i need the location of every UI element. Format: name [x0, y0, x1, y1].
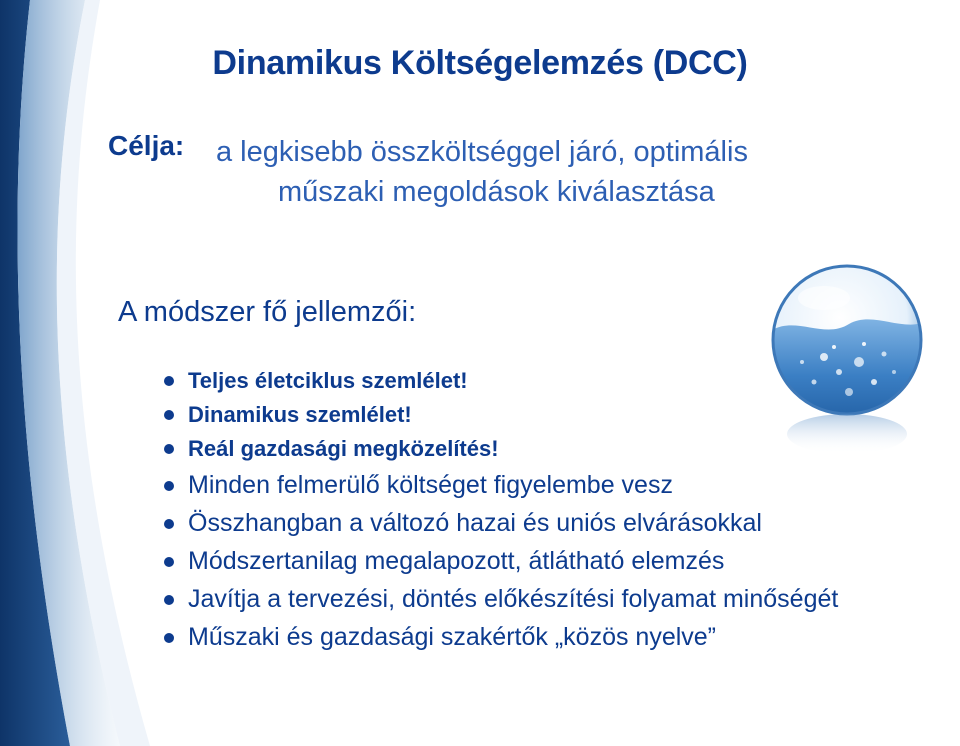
list-item: Javítja a tervezési, döntés előkészítési folyamat minőségét — [160, 580, 838, 618]
list-item: Módszertanilag megalapozott, átlátható elemzés — [160, 542, 838, 580]
goal-line-1: a legkisebb összköltséggel járó, optimális — [216, 136, 748, 168]
goal-line-2: műszaki megoldások kiválasztása — [278, 176, 715, 208]
list-item: Műszaki és gazdasági szakértők „közös nyelve” — [160, 618, 838, 656]
list-item: Minden felmerülő költséget figyelembe vesz — [160, 466, 838, 504]
goal-text — [216, 132, 876, 212]
list-item: Dinamikus szemlélet! — [160, 398, 838, 432]
feature-list — [160, 364, 838, 656]
list-item: Reál gazdasági megközelítés! — [160, 432, 838, 466]
water-sphere-image — [764, 262, 930, 462]
features-heading: A módszer fő jellemzői: — [118, 296, 417, 328]
page-title: Dinamikus Költségelemzés (DCC) — [212, 44, 748, 82]
list-item: Teljes életciklus szemlélet! — [160, 364, 838, 398]
list-item: Összhangban a változó hazai és uniós elvárásokkal — [160, 504, 838, 542]
goal-label: Célja: — [108, 130, 185, 161]
